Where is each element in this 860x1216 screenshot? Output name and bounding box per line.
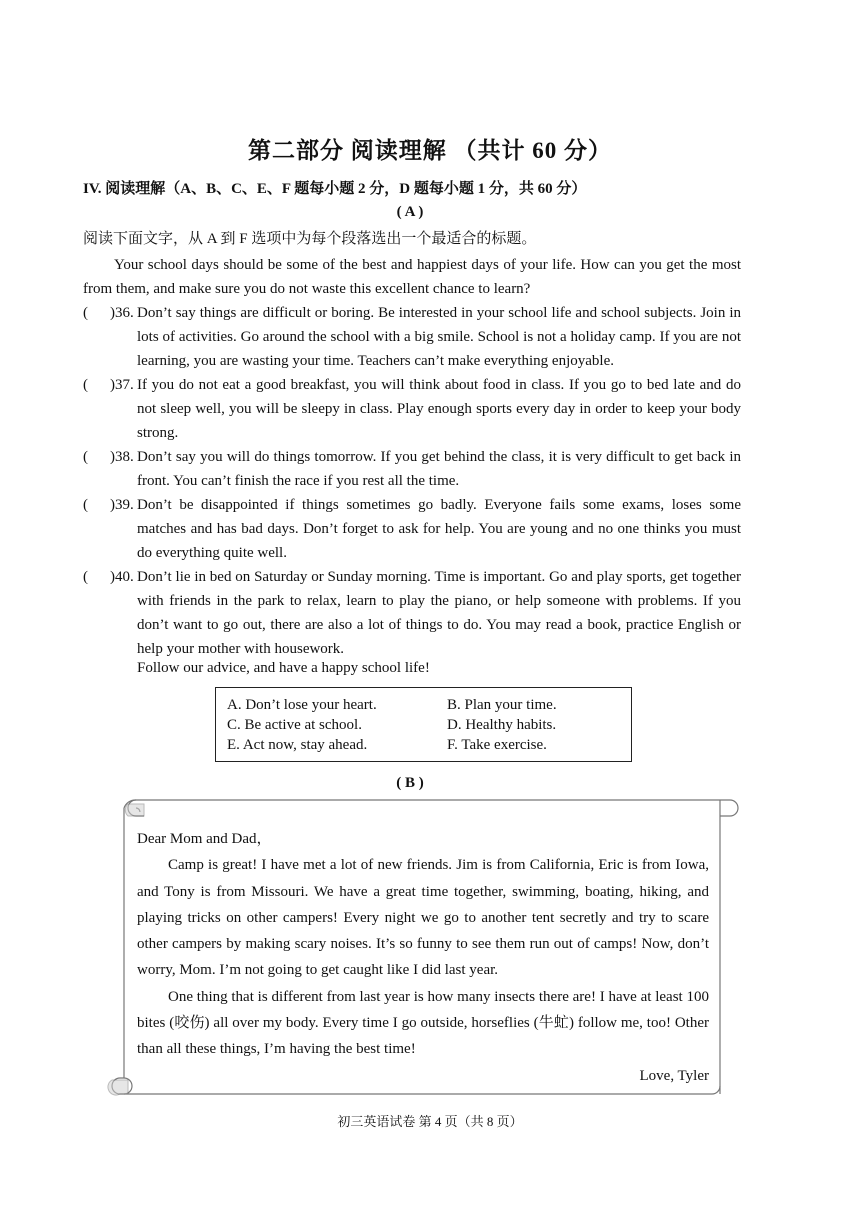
question-number: )38. [110,449,134,465]
letter-greeting: Dear Mom and Dad， [137,831,272,847]
answer-blank[interactable]: ( [83,449,88,465]
question-number: )37. [110,377,134,393]
passage-a-intro: Your school days should be some of the best and happiest days of your life. How can you get the most from them, and make sure you do not waste this excellent chance to learn? [83,257,741,297]
section-heading: IV. 阅读理解（A、B、C、E、F 题每小题 2 分，D 题每小题 1 分，共 60 分） [83,181,587,197]
option-e: E. Act now, stay ahead. [227,737,368,753]
letter-paragraph: Camp is great! I have met a lot of new friends. Jim is from California, Eric is from Iowa, and Tony is from Missouri. We have a great time together, swimming, boating, hiking, and playing tricks on other campers! Every night we go to another tent secretly and try to scare other campers by making scary noises. It’s so funny to see them run out of camps! Now, don’t worry, Mom. I’m not going to get caught like I did last year. [137,857,709,979]
letter-paragraph: One thing that is different from last year is how many insects there are! I have at least 100 bites (咬伤) all over my body. Every time I go outside, horseflies (牛虻) follow me, too! Other than all these things, I’m having the best time! [137,988,709,1058]
passage-b-label: ( B ) [396,775,424,791]
answer-blank[interactable]: ( [83,497,88,513]
passage-a-closing: Follow our advice, and have a happy school life! [137,660,430,676]
answer-blank[interactable]: ( [83,305,88,321]
question-number: )36. [110,305,134,321]
question-36 [83,301,741,373]
question-text: Don’t say things are difficult or boring. Be interested in your school life and school subjects. Join in lots of activities. Go around the school with a big smile. School is not a holiday camp. If you are not learning, you are wasting your time. Teachers can’t make everything enjoyable. [137,305,741,369]
question-40 [83,565,741,661]
question-38 [83,445,741,493]
question-number: )39. [110,497,134,513]
page-footer: 初三英语试卷 第 4 页（共 8 页） [337,1114,523,1129]
option-b: B. Plan your time. [447,697,557,713]
answer-blank[interactable]: ( [83,569,88,585]
option-f: F. Take exercise. [447,737,547,753]
question-number: )40. [110,569,134,585]
page-title: 第二部分 阅读理解 （共计 60 分） [248,138,612,163]
letter-signoff: Love, Tyler [639,1067,709,1084]
question-text: Don’t be disappointed if things sometimes go badly. Everyone fails some exams, loses some matches and has bad days. Don’t forget to ask for help. You are young and no one thinks you must do everything quite well. [137,497,741,561]
answer-blank[interactable]: ( [83,377,88,393]
option-a: A. Don’t lose your heart. [227,697,377,713]
letter-body [137,826,709,1089]
passage-a-label: ( A ) [396,204,424,220]
option-d: D. Healthy habits. [447,717,557,733]
question-text: Don’t lie in bed on Saturday or Sunday morning. Time is important. Go and play sports, get together with friends in the park to relax, learn to play the piano, or help someone with problems. If you don’t want to go out, there are also a lot of things to do. You may read a book, practice English or help your mother with housework. [137,569,741,657]
question-37 [83,373,741,445]
options-box [215,687,632,762]
option-c: C. Be active at school. [227,717,362,733]
question-text: If you do not eat a good breakfast, you will think about food in class. If you go to bed late and do not sleep well, you will be sleepy in class. Play enough sports every day in order to keep your body strong. [137,377,741,441]
question-text: Don’t say you will do things tomorrow. If you get behind the class, it is very difficult to get back in front. You can’t finish the race if you rest all the time. [137,449,741,489]
instruction: 阅读下面文字，从 A 到 F 选项中为每个段落选出一个最适合的标题。 [83,231,537,247]
question-39 [83,493,741,565]
